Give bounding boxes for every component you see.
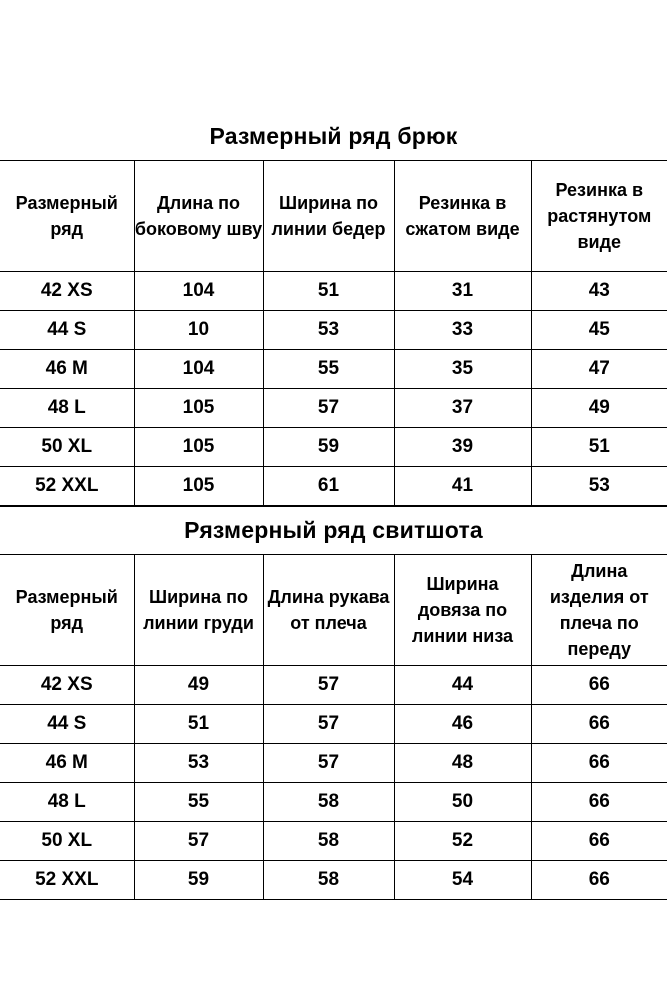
cell-value: 47 xyxy=(531,350,667,389)
sweatshirt-header-hem-width: Ширина довяза по линии низа xyxy=(394,555,531,666)
table-row xyxy=(0,272,667,311)
cell-size: 44 S xyxy=(0,311,134,350)
cell-value: 66 xyxy=(531,744,667,783)
cell-value: 104 xyxy=(134,272,263,311)
cell-value: 59 xyxy=(134,861,263,900)
cell-value: 66 xyxy=(531,822,667,861)
sweatshirt-header-sleeve-length: Длина рукава от плеча xyxy=(263,555,394,666)
sweatshirt-title-row xyxy=(0,507,667,555)
cell-value: 46 xyxy=(394,705,531,744)
cell-value: 51 xyxy=(263,272,394,311)
cell-value: 45 xyxy=(531,311,667,350)
table-row xyxy=(0,311,667,350)
cell-value: 58 xyxy=(263,861,394,900)
cell-value: 53 xyxy=(263,311,394,350)
cell-value: 57 xyxy=(263,389,394,428)
cell-value: 58 xyxy=(263,783,394,822)
cell-value: 44 xyxy=(394,666,531,705)
cell-size: 48 L xyxy=(0,389,134,428)
cell-value: 49 xyxy=(531,389,667,428)
table-row xyxy=(0,783,667,822)
cell-value: 48 xyxy=(394,744,531,783)
table-row xyxy=(0,666,667,705)
table-row xyxy=(0,350,667,389)
cell-value: 57 xyxy=(263,705,394,744)
sweatshirt-size-table xyxy=(0,506,667,900)
cell-value: 54 xyxy=(394,861,531,900)
cell-size: 48 L xyxy=(0,783,134,822)
cell-value: 10 xyxy=(134,311,263,350)
cell-value: 61 xyxy=(263,467,394,506)
cell-size: 46 M xyxy=(0,350,134,389)
cell-value: 37 xyxy=(394,389,531,428)
cell-value: 53 xyxy=(134,744,263,783)
trousers-title: Размерный ряд брюк xyxy=(0,113,667,161)
cell-value: 104 xyxy=(134,350,263,389)
cell-size: 52 XXL xyxy=(0,861,134,900)
size-chart-sheet xyxy=(0,113,667,900)
cell-value: 66 xyxy=(531,666,667,705)
cell-value: 57 xyxy=(134,822,263,861)
cell-value: 35 xyxy=(394,350,531,389)
cell-value: 66 xyxy=(531,783,667,822)
cell-value: 66 xyxy=(531,861,667,900)
trousers-size-table xyxy=(0,113,667,506)
cell-value: 51 xyxy=(531,428,667,467)
table-row xyxy=(0,467,667,506)
cell-value: 50 xyxy=(394,783,531,822)
sweatshirt-header-front-length: Длина изделия от плеча по переду xyxy=(531,555,667,666)
cell-value: 55 xyxy=(263,350,394,389)
trousers-header-size: Размерный ряд xyxy=(0,161,134,272)
cell-size: 46 M xyxy=(0,744,134,783)
cell-value: 51 xyxy=(134,705,263,744)
sweatshirt-title: Рязмерный ряд свитшота xyxy=(0,507,667,555)
cell-value: 105 xyxy=(134,389,263,428)
sweatshirt-header-chest-width: Ширина по линии груди xyxy=(134,555,263,666)
sweatshirt-header-size: Размерный ряд xyxy=(0,555,134,666)
table-row xyxy=(0,428,667,467)
sweatshirt-header-row xyxy=(0,555,667,666)
cell-size: 50 XL xyxy=(0,822,134,861)
cell-size: 50 XL xyxy=(0,428,134,467)
cell-size: 42 XS xyxy=(0,666,134,705)
cell-value: 57 xyxy=(263,744,394,783)
trousers-header-elastic-stretched: Резинка в растянутом виде xyxy=(531,161,667,272)
trousers-header-side-seam-length: Длина по боковому шву xyxy=(134,161,263,272)
trousers-header-hip-width: Ширина по линии бедер xyxy=(263,161,394,272)
cell-value: 43 xyxy=(531,272,667,311)
cell-value: 39 xyxy=(394,428,531,467)
cell-value: 59 xyxy=(263,428,394,467)
cell-size: 44 S xyxy=(0,705,134,744)
table-row xyxy=(0,705,667,744)
trousers-title-row xyxy=(0,113,667,161)
cell-value: 57 xyxy=(263,666,394,705)
cell-value: 105 xyxy=(134,467,263,506)
cell-value: 66 xyxy=(531,705,667,744)
cell-value: 41 xyxy=(394,467,531,506)
cell-size: 42 XS xyxy=(0,272,134,311)
table-row xyxy=(0,389,667,428)
cell-size: 52 XXL xyxy=(0,467,134,506)
cell-value: 31 xyxy=(394,272,531,311)
cell-value: 105 xyxy=(134,428,263,467)
table-row xyxy=(0,822,667,861)
cell-value: 55 xyxy=(134,783,263,822)
cell-value: 52 xyxy=(394,822,531,861)
table-row xyxy=(0,861,667,900)
trousers-header-elastic-compressed: Резинка в сжатом виде xyxy=(394,161,531,272)
table-row xyxy=(0,744,667,783)
cell-value: 33 xyxy=(394,311,531,350)
cell-value: 58 xyxy=(263,822,394,861)
cell-value: 49 xyxy=(134,666,263,705)
trousers-header-row xyxy=(0,161,667,272)
cell-value: 53 xyxy=(531,467,667,506)
